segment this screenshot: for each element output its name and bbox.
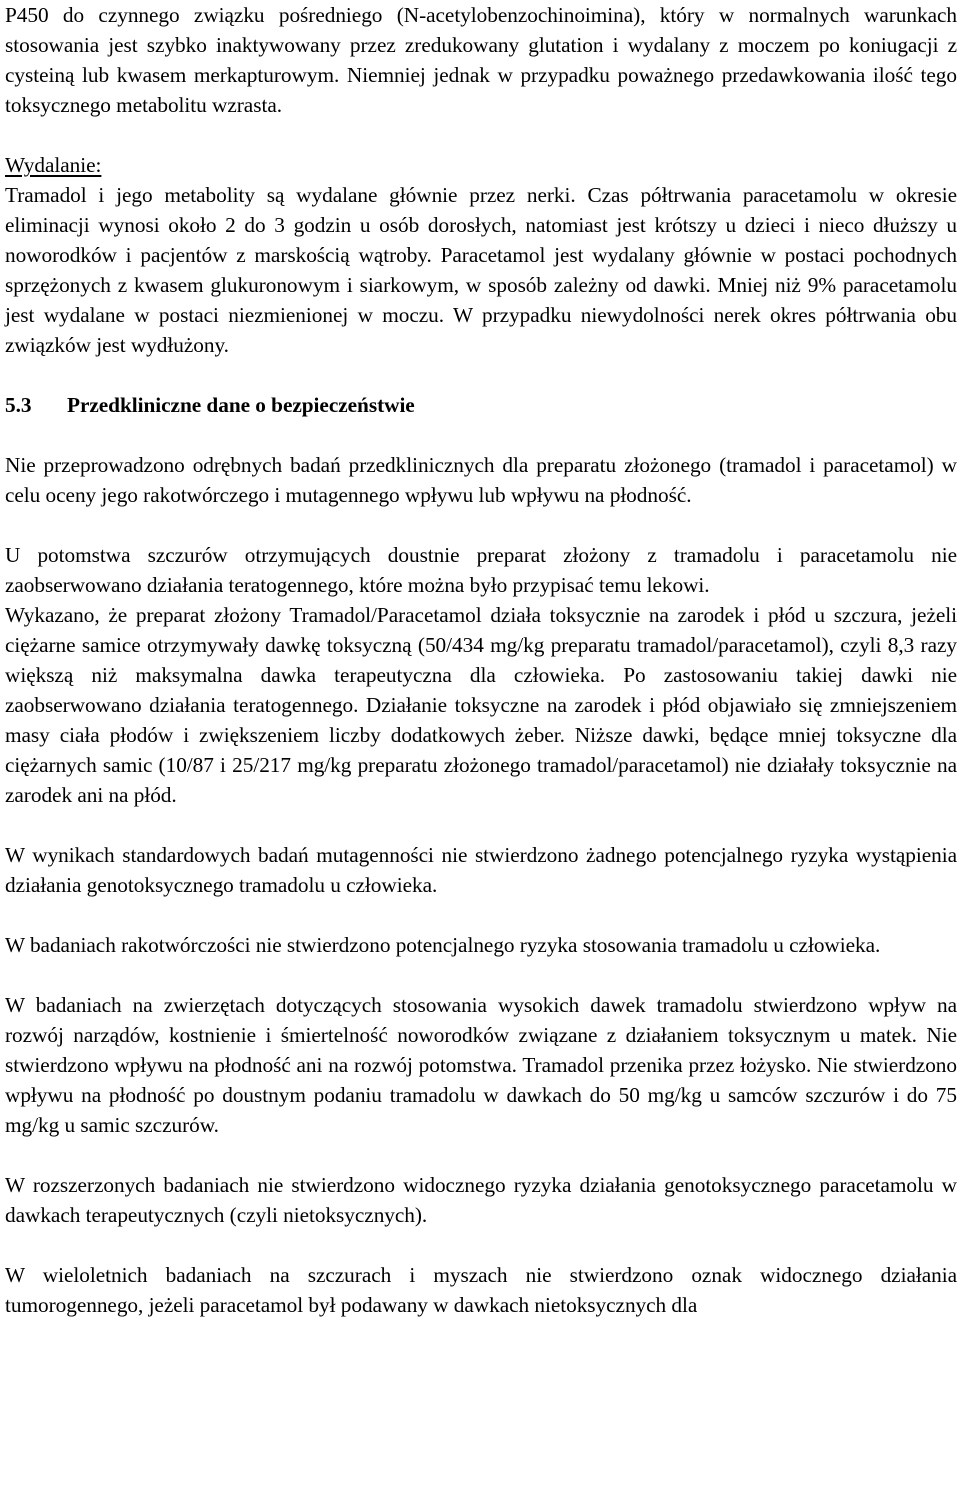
section-heading — [5, 390, 957, 420]
section-number: 5.3 — [5, 393, 32, 417]
paragraph-metabolism: P450 do czynnego związku pośredniego (N-acetylobenzochinoimina), który w normalnych warunkach stosowania jest szybko inaktywowany przez zredukowany glutation i wydalany z moczem po koniugacji z cysteiną lub kwasem merkapturowym. Niemniej jednak w przypadku poważnego przedawkowania ilość tego toksycznego metabolitu wzrasta. — [5, 3, 957, 117]
paragraph-animal-studies: W badaniach na zwierzętach dotyczących stosowania wysokich dawek tramadolu stwierdzono wpływ na rozwój narządów, kostnienie i śmiertelność noworodków związane z działaniem toksycznym u matek. Nie stwierdzono wpływu na płodność ani na rozwój potomstwa. Tramadol przenika przez łożysko. Nie stwierdzono wpływu na płodność po doustnym podaniu tramadolu w dawkach do 50 mg/kg u samców szczurów i do 75 mg/kg u samic szczurów. — [5, 993, 957, 1137]
paragraph-embryotoxicity: Wykazano, że preparat złożony Tramadol/Paracetamol działa toksycznie na zarodek i płód u szczura, jeżeli ciężarne samice otrzymywały dawkę toksyczną (50/434 mg/kg preparatu tramadol/paracetamol), czyli 8,3 razy większą niż maksymalna dawka terapeutyczna dla człowieka. Po zastosowaniu takiej dawki nie zaobserwowano działania teratogennego. Działanie toksyczne na zarodek i płód objawiało się zmniejszeniem masy ciała płodów i zwiększeniem liczby dodatkowych żeber. Niższe dawki, będące mniej toksyczne dla ciężarnych samic (10/87 i 25/217 mg/kg preparatu złożonego tramadol/paracetamol) nie działały toksycznie na zarodek ani na płód. — [5, 603, 957, 807]
section-title: Przedkliniczne dane o bezpieczeństwie — [67, 393, 415, 417]
paragraph-preclinical-intro: Nie przeprowadzono odrębnych badań przedklinicznych dla preparatu złożonego (tramadol i paracetamol) w celu oceny jego rakotwórczego i mutagennego wpływu lub wpływu na płodność. — [5, 453, 957, 507]
paragraph-genotoxicity: W rozszerzonych badaniach nie stwierdzono widocznego ryzyka działania genotoksycznego paracetamolu w dawkach terapeutycznych (czyli nietoksycznych). — [5, 1173, 957, 1227]
paragraph-carcinogenicity: W badaniach rakotwórczości nie stwierdzono potencjalnego ryzyka stosowania tramadolu u człowieka. — [5, 933, 881, 957]
paragraph-teratogenicity: U potomstwa szczurów otrzymujących doustnie preparat złożony z tramadolu i paracetamolu nie zaobserwowano działania teratogennego, które można było przypisać temu lekowi. — [5, 543, 957, 597]
excretion-heading: Wydalanie: — [5, 153, 102, 177]
document-page — [5, 0, 957, 1320]
paragraph-excretion: Tramadol i jego metabolity są wydalane głównie przez nerki. Czas półtrwania paracetamolu w okresie eliminacji wynosi około 2 do 3 godzin u osób dorosłych, natomiast jest krótszy u dzieci i nieco dłuższy u noworodków i pacjentów z marskością wątroby. Paracetamol jest wydalany głównie w postaci pochodnych sprzężonych z kwasem glukuronowym i siarkowym, w sposób zależny od dawki. Mniej niż 9% paracetamolu jest wydalane w postaci niezmienionej w moczu. W przypadku niewydolności nerek okres półtrwania obu związków jest wydłużony. — [5, 183, 957, 357]
paragraph-tumorigenicity: W wieloletnich badaniach na szczurach i myszach nie stwierdzono oznak widocznego działania tumorogennego, jeżeli paracetamol był podawany w dawkach nietoksycznych dla — [5, 1263, 957, 1317]
paragraph-mutagenicity: W wynikach standardowych badań mutagenności nie stwierdzono żadnego potencjalnego ryzyka wystąpienia działania genotoksycznego tramadolu u człowieka. — [5, 843, 957, 897]
